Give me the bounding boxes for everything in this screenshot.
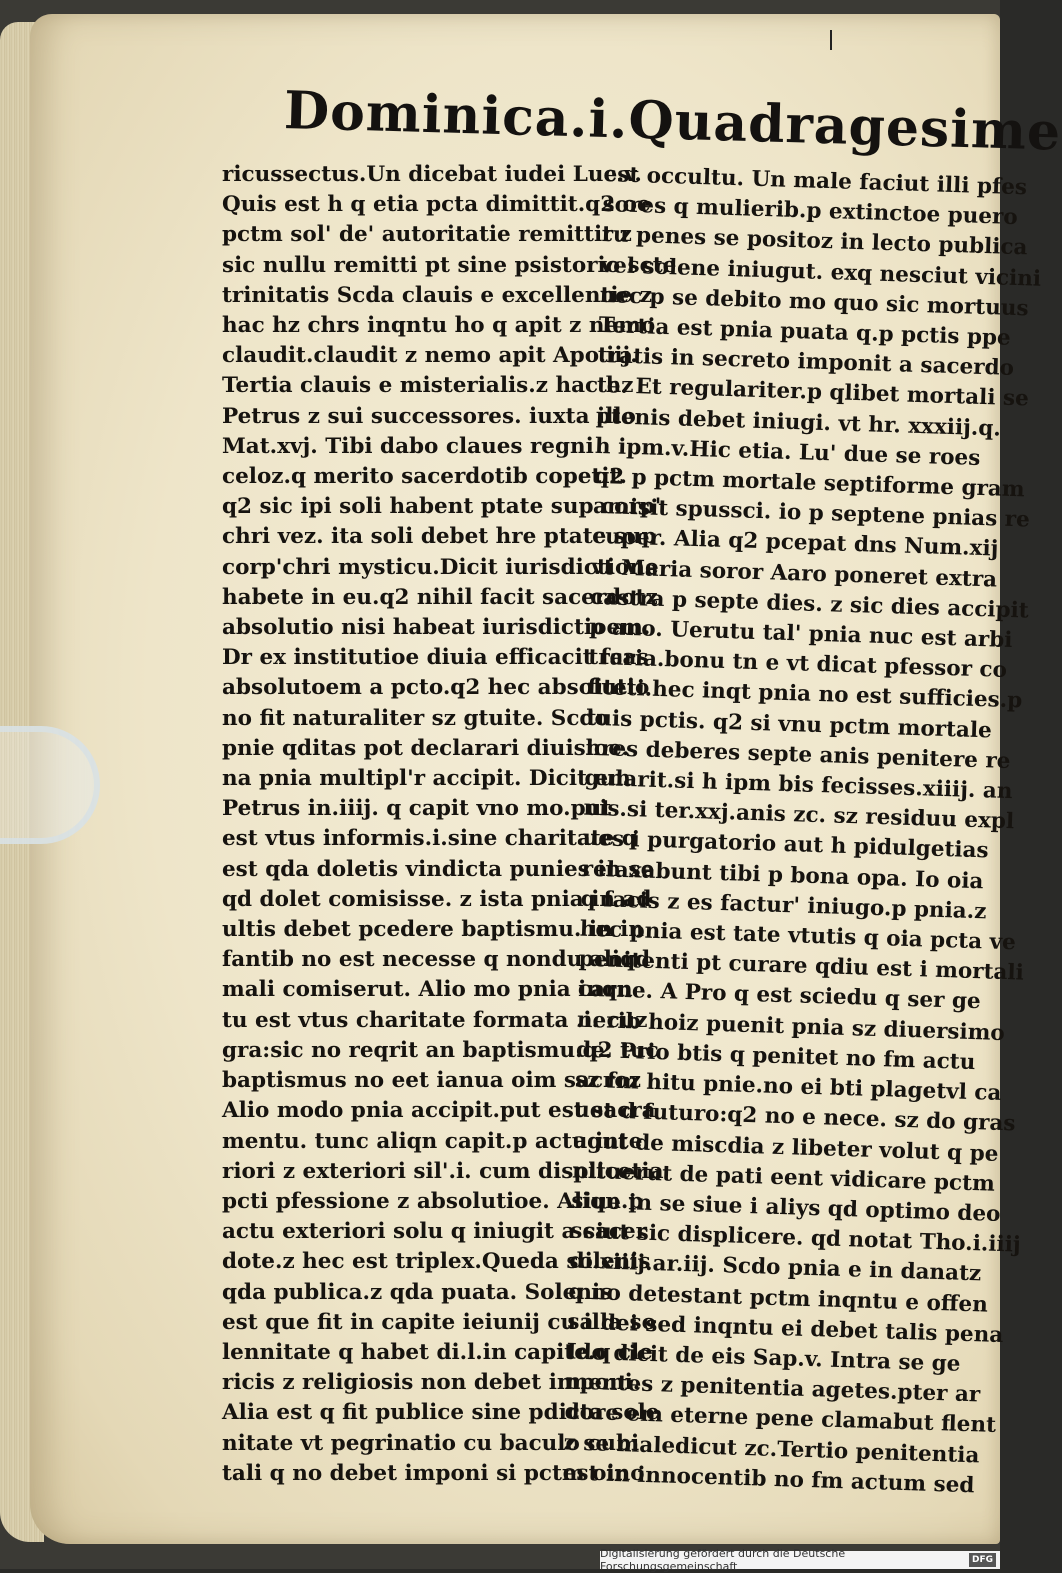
text-line: hac hz chrs inqntu ho q apit z nemo <box>222 313 656 339</box>
text-line: fantib no est necesse q nondu aliqd <box>222 947 651 973</box>
text-line: h ipm.v.Hic etia. Lu' due se roes <box>594 433 981 471</box>
text-line: relaxabunt tibi p bona opa. Io oia <box>581 856 984 894</box>
text-line: siue in se siue i aliys qd optimo deo <box>570 1188 1001 1227</box>
footer-text: Digitalisierung gefördert durch die Deutsche Forschungsgemeinschaft <box>600 1547 846 1573</box>
text-line: nec p se debito mo quo sic mortuus <box>599 282 1029 322</box>
text-line: nitate vt pegrinatio cu baculo cubi <box>222 1430 640 1456</box>
text-line: di.xiiij.ar.iij. Scdo pnia e in danatz <box>568 1248 982 1287</box>
right-text-column <box>562 160 1042 1499</box>
text-line: Alia est q fit publice sine pdicta sole <box>222 1400 660 1426</box>
text-line: sa dei sed inqntu ei debet talis pena <box>567 1309 1004 1348</box>
dfg-logo: DFG <box>969 1553 996 1567</box>
text-line: ues i purgatorio aut h pidulgetias <box>582 826 989 864</box>
text-line: lennitate q habet di.l.in capite.q cle <box>222 1339 653 1365</box>
text-line: absolutio nisi habeat iurisdictioem. <box>222 615 651 641</box>
text-line: Quis est h q etia pcta dimittit.q2 oe <box>222 192 651 218</box>
text-line: hec pnia est tate vtutis q oia pcta ve <box>579 916 1017 956</box>
text-line: hres deberes septe anis penitere re <box>585 735 1011 774</box>
text-line: p ano. Uerutu tal' pnia nuc est arbi <box>588 614 1013 654</box>
text-line: tali q no debet imponi si pctm oino <box>222 1460 645 1486</box>
text-line: ricis z religiosis non debet imponi. <box>222 1370 641 1396</box>
text-line: Petrus z sui successores. iuxta illo <box>222 403 636 429</box>
text-line: est qda doletis vindicta punies in se <box>222 856 655 882</box>
text-line: Petrus in.iiij. q capit vno mo.put <box>222 796 612 822</box>
text-line: vt Maria soror Aaro poneret extra <box>590 554 998 593</box>
text-line: q2 p pctm mortale septiforme gram <box>593 463 1025 503</box>
text-line: Tertia est pnia puata q.p pctis ppe <box>598 312 1012 351</box>
text-line: dote.z hec est triplex.Queda solenis <box>222 1249 651 1275</box>
text-line: penitenti pt curare qdiu est i mortali <box>578 946 1025 986</box>
text-line: est in innocentib no fm actum sed <box>562 1460 975 1499</box>
text-line: q2 sic ipi soli habent ptate sup corp' <box>222 494 662 520</box>
text-line: ptenis debet iniugi. vt hr. xxxiij.q. <box>595 403 1002 442</box>
text-line: amisit spussci. io p septene pnias re <box>592 494 1031 533</box>
text-line: celoz.q merito sacerdotib copetit. <box>222 464 627 490</box>
text-line: na pnia multipl'r accipit. Dicit em <box>222 766 631 792</box>
text-line: baptismus no eet ianua oim sacroz <box>222 1068 641 1094</box>
text-line: ricussectus.Un dicebat iudei Luc.v. <box>222 162 642 187</box>
left-text-column <box>222 160 677 1486</box>
text-line: fiteti.hec inqt pnia no est sufficies.p <box>587 675 1023 714</box>
text-line: est vtus informis.i.sine charitate q <box>222 826 637 852</box>
text-line: riori z exteriori sil'.i. cum displicetia <box>222 1158 664 1184</box>
text-line: castra p septe dies. z sic dies accipit <box>589 584 1030 624</box>
text-line: pctm sol' de' autoritatie remittit z <box>222 222 632 248</box>
text-line: est occultu. Un male faciut illi pfes <box>603 161 1028 201</box>
text-line: dore em eterne pene clamabut flent <box>564 1399 997 1439</box>
text-line: uet d futuro:q2 no e nece. sz do gras <box>573 1097 1016 1137</box>
text-line: Tertia clauis e misterialis.z hac hz <box>222 373 634 399</box>
text-line: agut de miscdia z libeter volut q pe <box>572 1128 999 1167</box>
text-line: z se maledicut zc.Tertio penitentia <box>563 1429 980 1468</box>
text-line: vel solene iniugut. exq nesciut vicini <box>600 252 1042 292</box>
text-line: est que fit in capite ieiunij cu illa so <box>222 1309 656 1335</box>
text-line: actu exteriori solu q iniugit a sacer <box>222 1219 648 1245</box>
text-line: tu est vtus charitate formata .i. cuz <box>222 1007 648 1033</box>
text-line: trinitatis Scda clauis e excellentie z <box>222 282 652 308</box>
text-line: nis.si ter.xxj.anis zc. sz residuu expl <box>583 795 1015 835</box>
text-line: habete in eu.q2 nihil facit sacerdotz <box>222 584 658 610</box>
text-line: absolutoem a pcto.q2 hec absolutio <box>222 675 650 701</box>
text-line: pcti pfessione z absolutioe. Aliqn.p <box>222 1188 644 1214</box>
text-line: q no detestant pctm inqntu e offen <box>568 1278 989 1318</box>
text-line: te. Et regulariter.p qlibet mortali se <box>596 373 1030 412</box>
text-line: mentes z penitentia agetes.pter ar <box>565 1369 981 1408</box>
text-line: mali comiserut. Alio mo pnia inqn <box>222 977 633 1003</box>
text-line: mentu. tunc aliqn capit.p actu inte <box>222 1128 643 1154</box>
digitization-footer <box>600 1547 1000 1573</box>
text-line: gra:sic no reqrit an baptismu.q2 tuc <box>222 1037 659 1063</box>
page-edge-mark <box>830 30 832 50</box>
text-line: Ido dicit de eis Sap.v. Intra se ge <box>566 1339 961 1377</box>
text-line: Alio modo pnia accipit.put est sacra <box>222 1098 656 1124</box>
text-line: sic nullu remitti pt sine psistorio scte <box>222 252 677 278</box>
text-line: carne. A Pro q est sciedu q ser ge <box>577 977 981 1015</box>
text-line: cuper. Alia q2 pcepat dns Num.xij <box>591 524 999 563</box>
text-line: sores q mulierib.p extinctoe puero <box>602 192 1019 231</box>
text-line: no fit naturaliter sz gtuite. Scdo <box>222 705 609 731</box>
text-line: Dr ex institutioe diuia efficacit fcas <box>222 645 649 671</box>
text-line: ultis debet pcedere baptismu. in in <box>222 917 644 943</box>
text-line: pnie qditas pot declarari diuisioe. <box>222 735 630 761</box>
text-line: qd dolet comisisse. z ista pnia in ad <box>222 886 652 912</box>
text-line: chri vez. ita soli debet hre ptate sup <box>222 524 657 550</box>
text-line: nituerut de pati eent vidicare pctm <box>571 1158 996 1197</box>
text-line: ru penes se positoz in lecto publica <box>601 222 1028 261</box>
text-line: claudit.claudit z nemo apit Apo.iij. <box>222 343 638 369</box>
text-line: sz fm hitu pnie.no ei bti plagetvl ca <box>574 1067 1002 1107</box>
text-line: gularit.si h ipm bis fecisses.xiiij. an <box>584 765 1013 805</box>
text-line: corp'chri mysticu.Dicit iurisdictione <box>222 554 659 580</box>
text-line: Mat.xvj. Tibi dabo claues regni <box>222 433 594 459</box>
text-line: traria.bonu tn e vt dicat pfessor co <box>587 645 1008 684</box>
text-line: nerib hoiz puenit pnia sz diuersimo <box>576 1007 1006 1046</box>
text-line: tratis in secreto imponit a sacerdo <box>597 343 1015 382</box>
text-line: sciut sic displicere. qd notat Tho.i.iiij <box>569 1218 1022 1258</box>
text-line: tuis pctis. q2 si vnu pctm mortale <box>586 705 993 744</box>
running-header: Dominica.i.Quadragesime <box>283 80 1062 163</box>
text-line: q facis z es factur' iniugo.p pnia.z <box>580 886 987 925</box>
text-line: qda publica.z qda puata. Solenis <box>222 1279 613 1305</box>
text-line: de. Prio btis q penitet no fm actu <box>575 1037 976 1075</box>
